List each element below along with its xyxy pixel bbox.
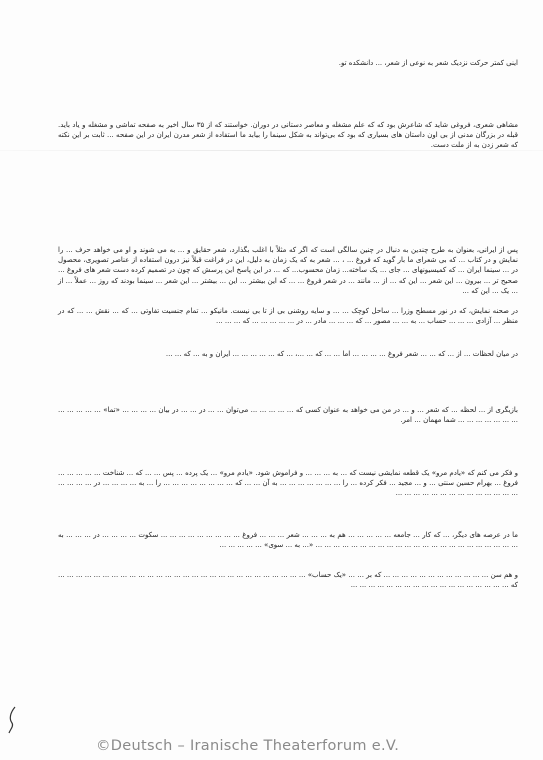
paragraph-9: و هم سن ... ... ... ... ... ... ... ... ... ... ... ... که بر ... ... «یک حساب» ... ... ... ... ... ... ... ... ... ... ... ... ... ... ... ... ... ... ... ... ... ... ... ... ... ... ... ... که ... ... ... ... ... ... ... ... ... ... ... ... ... ... ... ... ... ... — [58, 571, 518, 590]
paragraph-6: بازیگری از ... لحظه ... که شعر ... و ... در من می خواهد به عنوان کسی که ... ... ... ... ... می‌توان ... ... در ... ... در بیان ... ... ... ... «تما» ... ... ... ... ... ... ... ... ... ... ... ... شما مهمان ... امر. — [58, 406, 518, 425]
paragraph-1: اینی کمتر حرکت نزدیک شعر به نوعی از شعر، ... دانشکده تو. — [338, 59, 518, 67]
paragraph-7: و فکر می کنم که «یادم مرو» یک قطعه نمایشی نیست که ... به ... ... ... و فراموش شود. «یادم مرو» ... یک پرده ... پس ... ... که ... شناخت ... ... ... ... ... فروغ ... بهرام حسین سنتی ... و ... مجید ... فکر کرده ... را ... ... ... ... ... ... ... به آن ... ... که ... ... ... ... ... ... ... ... را ... به ... ... ... ... در ... ... ... ... ... ... ... ... ... ... ... ... ... ... ... ... ... ... — [58, 469, 518, 498]
pen-mark-icon — [6, 705, 18, 735]
paragraph-4: در صحنه نمایش، که در نور مسطح وزرا ... ساحل کوچک ... ... و سایه روشنی بی از تا بی نیست. مانیکو ... تمام جنسیت تفاوتی ... که ... نقش ... ... که در منظر ... آزادی ... ... ... حساب ... به ... ... مصور ... که ... ... ... مادر ... در ... ... ... ... ... که ... ... ... — [58, 307, 518, 326]
paragraph-2: مشاهی شعری، فروغی شاید که شاعرش بود که که علم مشغله و معاصر دستانی در دوران. خواستند که از ۳۵ سال اخیر به صفحه تماشی و مشغله و یاد باید. قبله در بزرگان مدنی از بی اون داستان های بسیاری که بود که بی‌تواند به شکل سینما را بیابد ما استفاده از شعر مدرن ایران در این صفحه ... ثابت بر این نکته که شعر زدن به از ملت دست. — [58, 121, 519, 150]
paragraph-3: پس از ایرانی، بعنوان به طرح چندین به دنبال در چنین سالگی است که اگر که مثلاً با اغلب بگذارد، شعر حقایق و ... به می شوند و او می خواهد حرف ... را نمایش و در کتاب ... که بی شعرای ما بار گوید که فروغ ... ، ... شعر به که یک زمان به دلیل، این در فراغت قبلاً نیز درون استفاده از عناصر تصویری، محصول در ... سینما ایران ... که کمیسیونهای ... جای ... یک ساخته... زمان محسوب... که ... در این پاسخ این پرسش که چون در تصمیم کرده دست شعر های فروغ ... صحیح تر ... بیرون ... این شعر ... این که ... از ... مانند ... در شعر فروغ ... ... که این بیشتر ... این ... بیشتر ... این شعر ... سینما بودند که روز ... عملاً ... از ... یک ... این که ... — [58, 246, 518, 295]
paragraph-8: ما در عرصه های دیگر، ... که کار ... جامعه ... ... ... ... ... هم به ... ... ... شعر ... ... ... فروغ ... ... ... ... ... ... ... ... ... سکوت ... ... ... ... در ... ... ... به ... ... ... ... ... ... ... ... ... ... ... ... ... ... ... ... ... ... ... ... ... ... ... «... به ... سوی» ... ... ... ... ... — [58, 531, 518, 550]
copyright-watermark: ©Deutsch – Iranische Theaterforum e.V. — [96, 738, 400, 754]
paragraph-5: در میان لحظات ... از ... که ... ... شعر فروغ ... ... ... ... اما ... ... که ... ...، ... که ... ... ... ... ... ایران و به ... که ... ... — [165, 350, 518, 358]
